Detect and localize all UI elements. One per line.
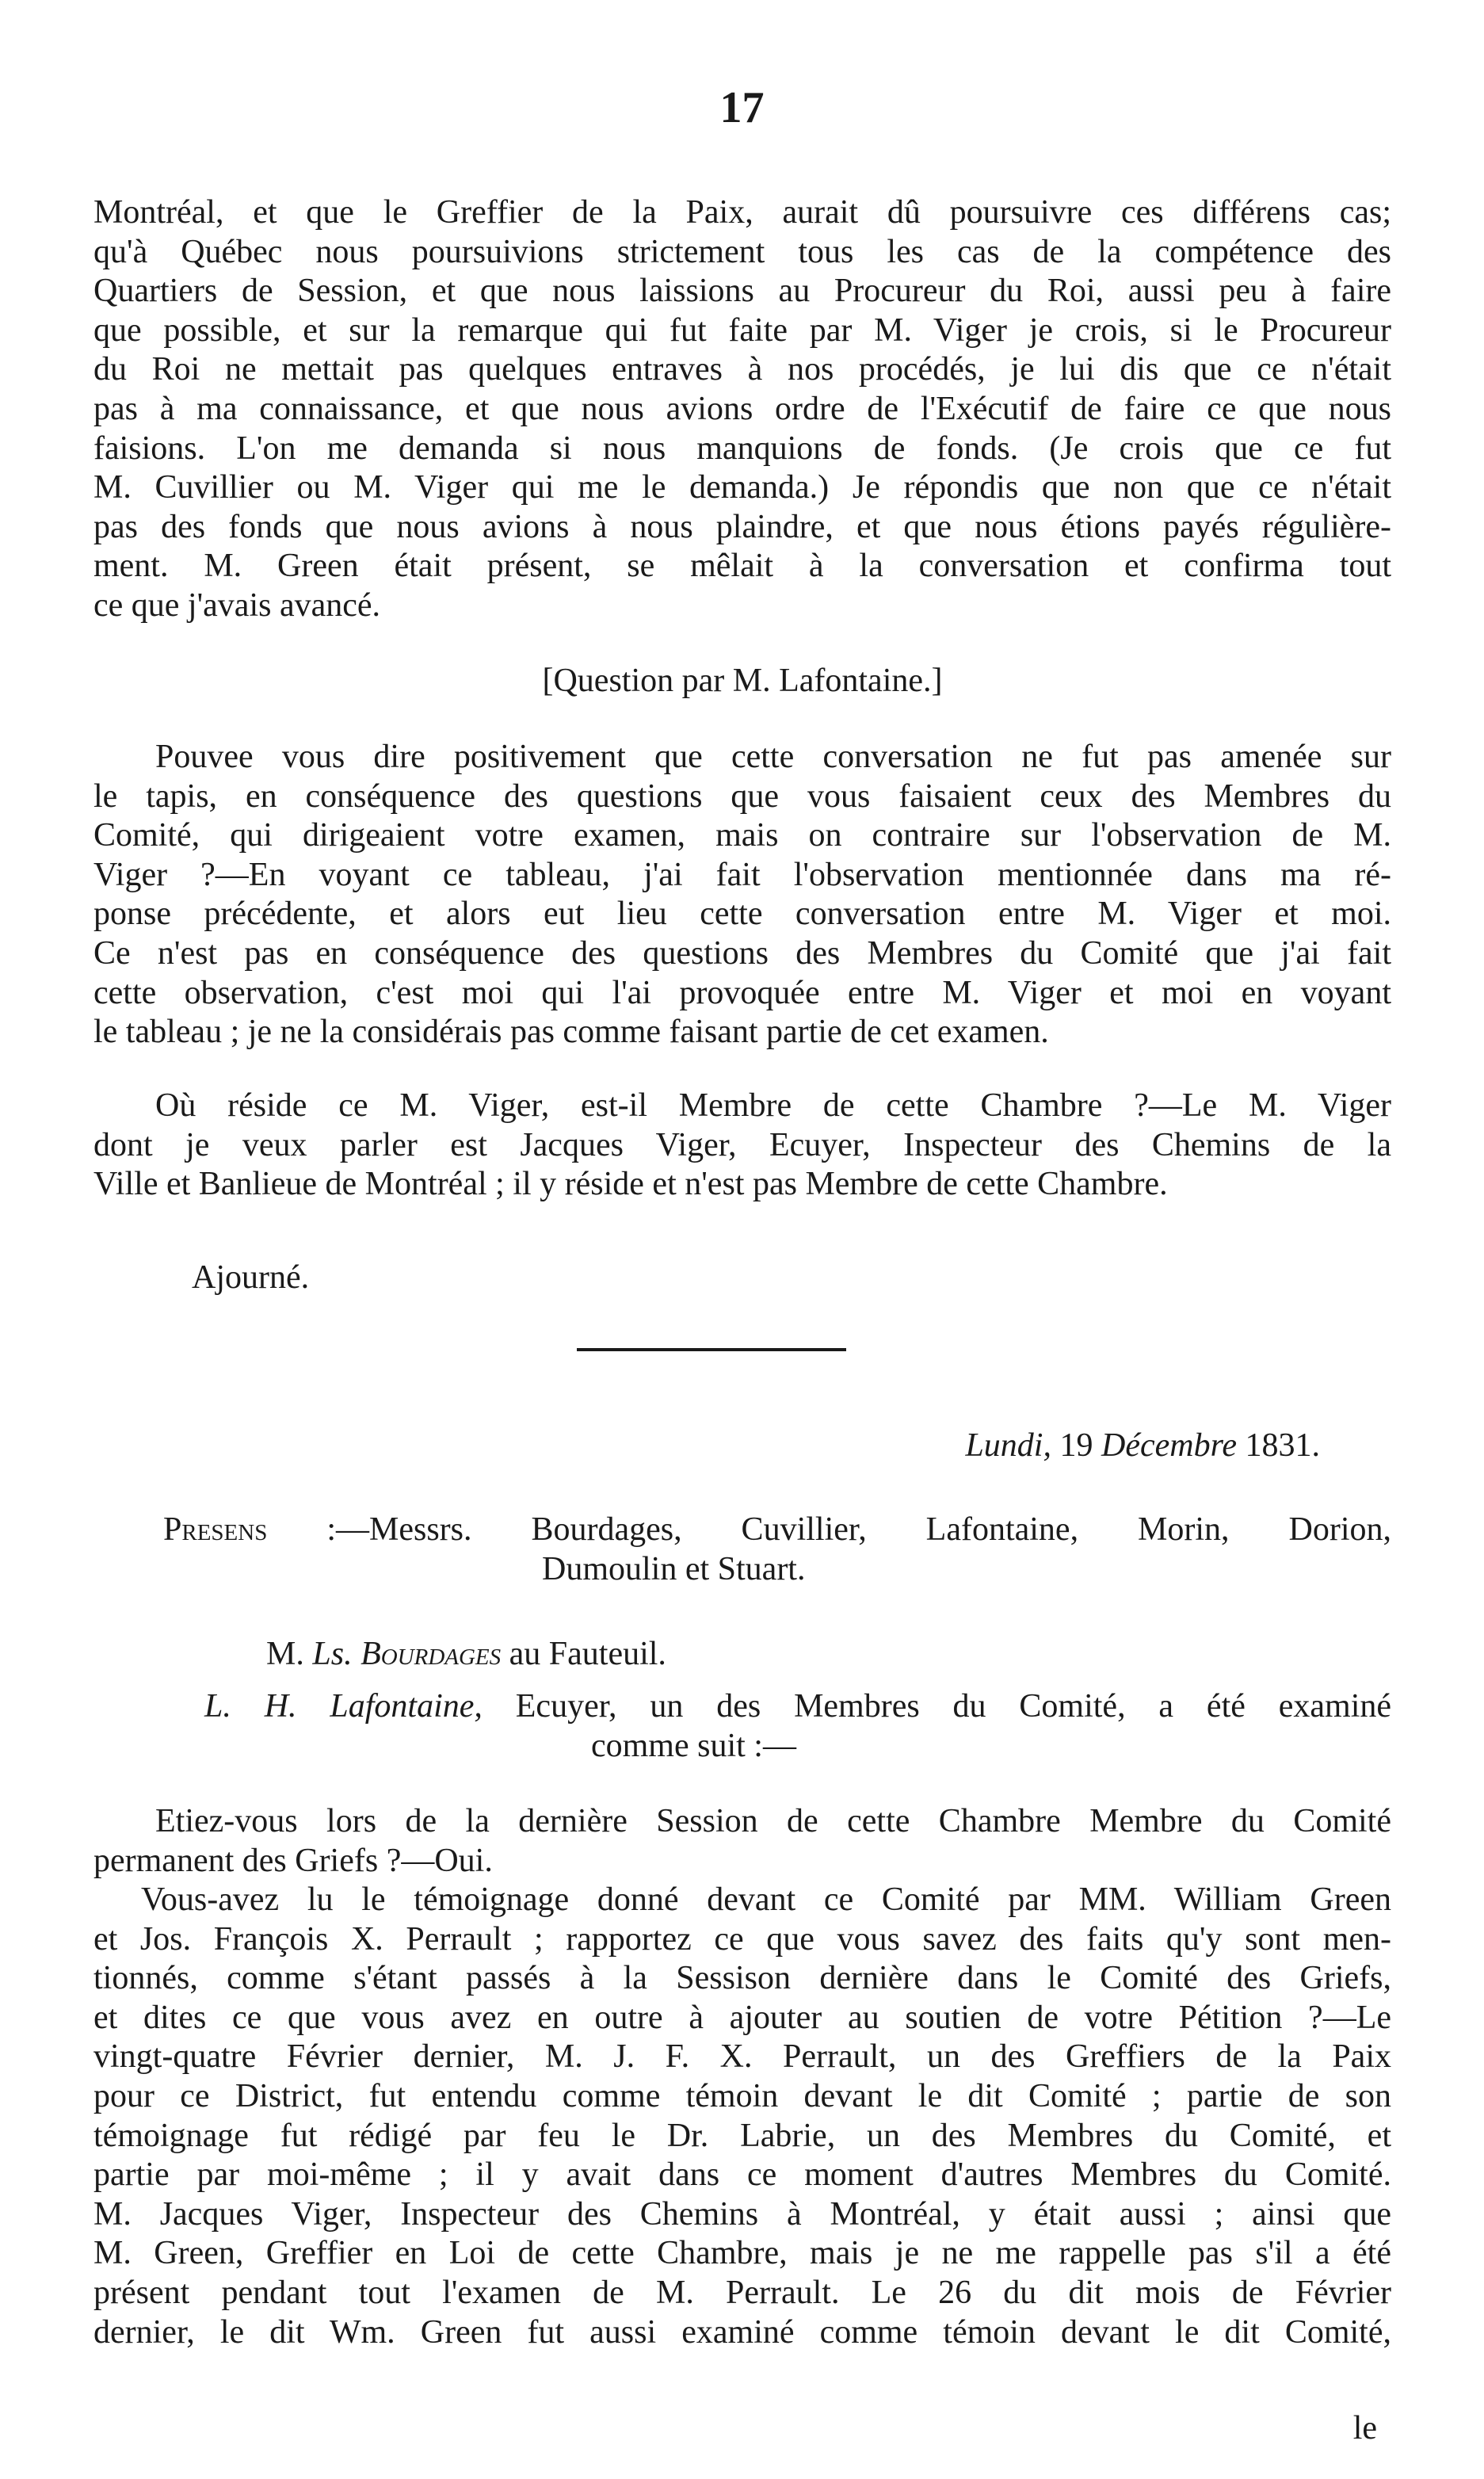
attendance-list bbox=[93, 1511, 1391, 1589]
text-line: pour ce District, fut entendu comme témoin devant le dit Comité ; partie de son bbox=[93, 2077, 1391, 2114]
text-line: M. Cuvillier ou M. Viger qui me le demanda.) Je répondis que non que ce n'était bbox=[93, 469, 1391, 506]
text-line: Viger ?—En voyant ce tableau, j'ai fait l'observation mentionnée dans ma ré- bbox=[93, 856, 1391, 893]
text-line: qu'à Québec nous poursuivions strictement tous les cas de la compétence des bbox=[93, 233, 1391, 270]
text-line: que possible, et sur la remarque qui fut faite par M. Viger je crois, si le Procureur bbox=[93, 311, 1391, 349]
adjourned-text: Ajourné. bbox=[192, 1259, 310, 1296]
paragraph-question-lafontaine bbox=[93, 738, 1391, 1052]
page-number: 17 bbox=[719, 83, 765, 132]
presens-label: Presens bbox=[163, 1511, 268, 1548]
text-line: Comité, qui dirigeaient votre examen, mais on contraire sur l'observation de M. bbox=[93, 817, 1391, 854]
text-line: Pouvee vous dire positivement que cette conversation ne fut pas amenée sur bbox=[155, 739, 1391, 775]
text-line: Etiez-vous lors de la dernière Session de cette Chambre Membre du Comité bbox=[155, 1803, 1391, 1839]
text-line: partie par moi-même ; il y avait dans ce moment d'autres Membres du Comité. bbox=[93, 2156, 1391, 2194]
date-month: Décembre bbox=[1101, 1427, 1237, 1464]
witness-intro bbox=[93, 1687, 1391, 1766]
text-line: ce que j'avais avancé. bbox=[93, 586, 381, 624]
text-line: et Jos. François X. Perrault ; rapportez ce que vous savez des faits qu'y sont men- bbox=[93, 1920, 1391, 1958]
chair-suffix: au Fauteuil. bbox=[509, 1636, 666, 1672]
catchword: le bbox=[1352, 2410, 1377, 2447]
text-line: Quartiers de Session, et que nous laissions au Procureur du Roi, aussi peu à faire bbox=[93, 273, 1391, 310]
paragraph-continuation bbox=[93, 193, 1391, 626]
text-line: Ville et Banlieue de Montréal ; il y réside et n'est pas Membre de cette Chambre. bbox=[93, 1166, 1168, 1203]
chair-note bbox=[93, 1635, 1391, 1675]
section-divider bbox=[577, 1348, 846, 1351]
question-heading: [Question par M. Lafontaine.] bbox=[542, 663, 943, 699]
witness-desc: Ecuyer, un des Membres du Comité, a été examiné bbox=[515, 1688, 1391, 1725]
text-line: témoignage fut rédigé par feu le Dr. Labrie, un des Membres du Comité, et bbox=[93, 2117, 1391, 2154]
text-line: le tapis, en conséquence des questions que vous faisaient ceux des Membres du bbox=[93, 777, 1391, 815]
text-line: tionnés, comme s'étant passés à la Sessison dernière dans le Comité des Griefs, bbox=[93, 1960, 1391, 1997]
text-line: Où réside ce M. Viger, est-il Membre de cette Chambre ?—Le M. Viger bbox=[155, 1087, 1391, 1124]
text-line: Vous-avez lu le témoignage donné devant ce Comité par MM. William Green bbox=[141, 1881, 1391, 1918]
witness-line-2: comme suit :— bbox=[591, 1727, 796, 1764]
text-line: Montréal, et que le Greffier de la Paix, aurait dû poursuivre ces différens cas; bbox=[93, 194, 1391, 231]
adjourned-note bbox=[93, 1259, 1391, 1298]
date-weekday: Lundi, bbox=[965, 1427, 1051, 1464]
text-line: dont je veux parler est Jacques Viger, Ecuyer, Inspecteur des Chemins de la bbox=[93, 1126, 1391, 1163]
text-line: cette observation, c'est moi qui l'ai provoquée entre M. Viger et moi en voyant bbox=[93, 974, 1391, 1011]
paragraph-viger-residence bbox=[93, 1087, 1391, 1205]
chair-line bbox=[93, 1635, 1391, 1675]
text-line: présent pendant tout l'examen de M. Perrault. Le 26 du dit mois de Février bbox=[93, 2274, 1391, 2311]
text-line: M. Green, Greffier en Loi de cette Chambre, mais je ne me rappelle pas s'il a été bbox=[93, 2235, 1391, 2272]
text-line: vingt-quatre Février dernier, M. J. F. X. Perrault, un des Greffiers de la Paix bbox=[93, 2038, 1391, 2076]
text-line: et dites ce que vous avez en outre à ajouter au soutien de votre Pétition ?—Le bbox=[93, 1999, 1391, 2036]
chair-prefix: M. bbox=[266, 1636, 304, 1672]
text-line: M. Jacques Viger, Inspecteur des Chemins à Montréal, y était aussi ; ainsi que bbox=[93, 2195, 1391, 2233]
session-date bbox=[93, 1427, 1320, 1466]
witness-name: L. H. Lafontaine, bbox=[204, 1688, 483, 1725]
text-line: ment. M. Green était présent, se mêlait à la conversation et confirma tout bbox=[93, 548, 1391, 585]
chair-initials: Ls. bbox=[312, 1636, 353, 1672]
text-line: dernier, le dit Wm. Green fut aussi examiné comme témoin devant le dit Comité, bbox=[93, 2313, 1391, 2351]
text-line: ponse précédente, et alors eut lieu cette conversation entre M. Viger et moi. bbox=[93, 896, 1391, 933]
text-line: pas à ma connaissance, et que nous avions ordre de l'Exécutif de faire ce que nous bbox=[93, 390, 1391, 427]
text-line: le tableau ; je ne la considérais pas comme faisant partie de cet examen. bbox=[93, 1014, 1049, 1051]
text-line: du Roi ne mettait pas quelques entraves à nos procédés, je lui dis que ce n'était bbox=[93, 351, 1391, 388]
text-line: faisions. L'on me demanda si nous manquions de fonds. (Je crois que ce fut bbox=[93, 430, 1391, 467]
text-line: pas des fonds que nous avions à nous plaindre, et que nous étions payés régulière- bbox=[93, 508, 1391, 545]
witness-line bbox=[93, 1687, 1391, 1727]
text-line: Ce n'est pas en conséquence des questions des Membres du Comité que j'ai fait bbox=[93, 934, 1391, 972]
paragraph-membership bbox=[93, 1802, 1391, 1881]
presens-members: :—Messrs. Bourdages, Cuvillier, Lafontaine, Morin, Dorion, bbox=[326, 1511, 1391, 1548]
date-day: 19 bbox=[1059, 1427, 1093, 1464]
chair-name: Bourdages bbox=[361, 1636, 502, 1672]
attendance-line bbox=[93, 1511, 1391, 1550]
date-year: 1831. bbox=[1245, 1427, 1320, 1464]
paragraph-testimony bbox=[93, 1881, 1391, 2352]
attendance-line-2: Dumoulin et Stuart. bbox=[542, 1550, 806, 1587]
text-line: permanent des Griefs ?—Oui. bbox=[93, 1842, 493, 1879]
